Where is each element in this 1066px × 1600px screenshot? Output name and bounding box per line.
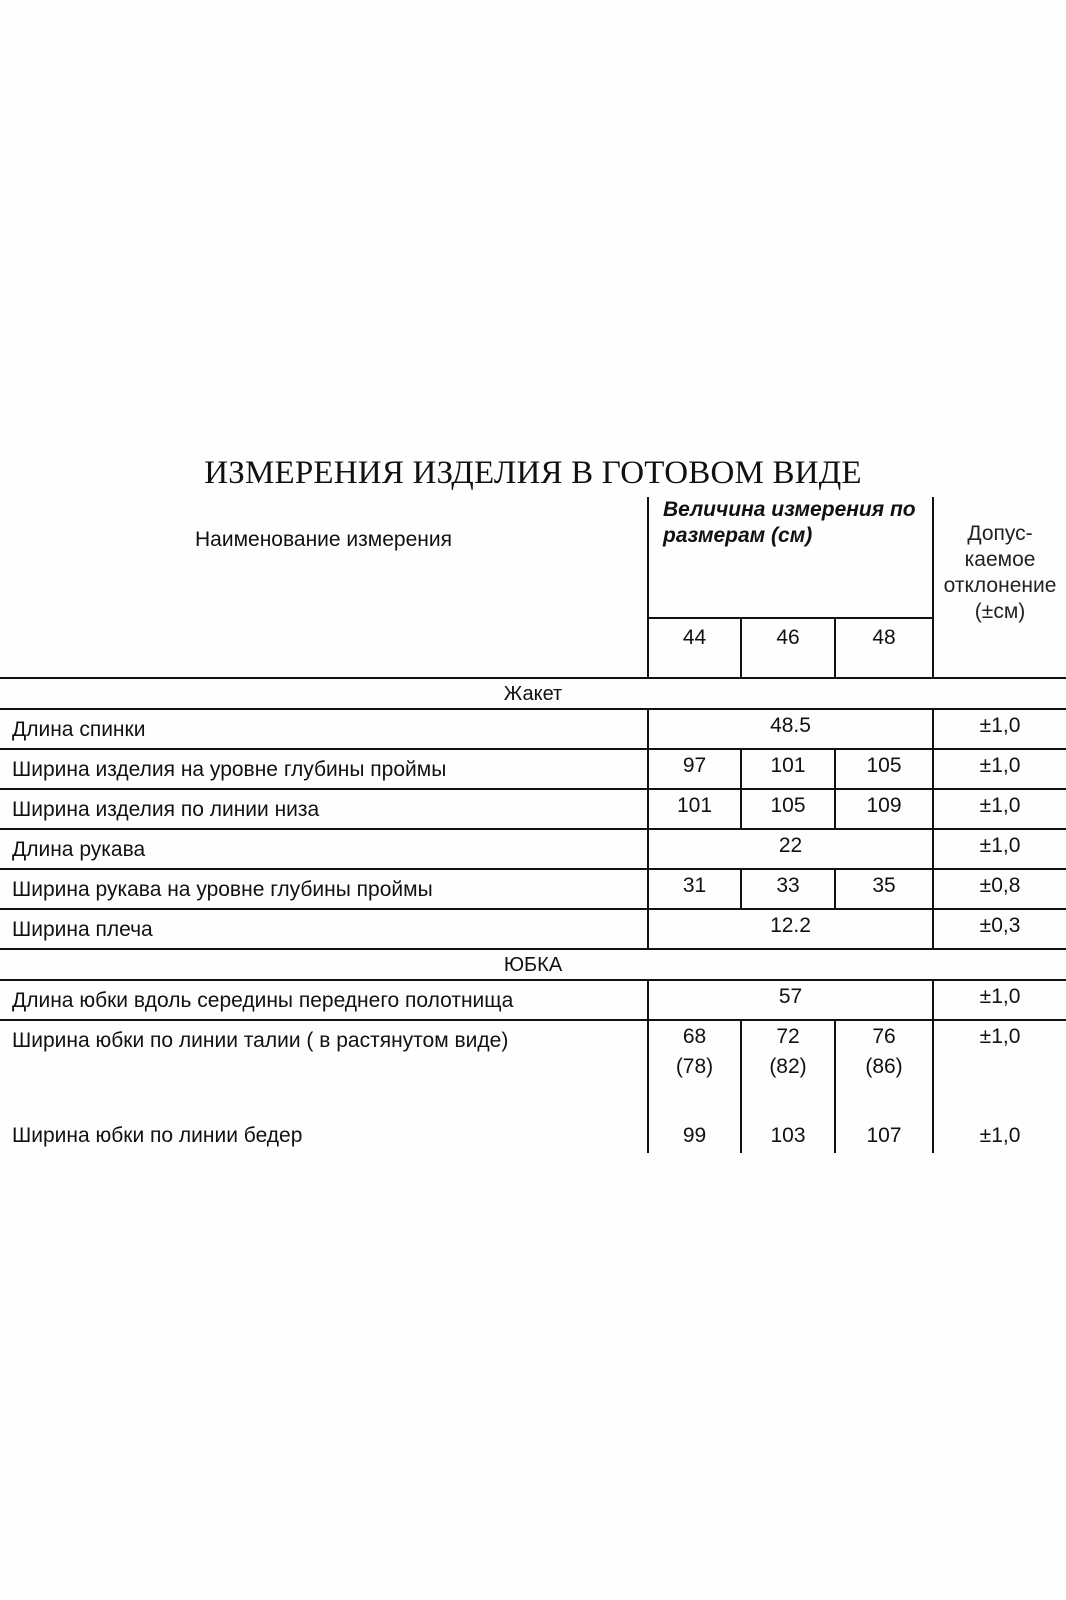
row-value-48 xyxy=(835,1020,933,1123)
row-value-48: 107 xyxy=(835,1123,933,1153)
row-tolerance: ±1,0 xyxy=(979,1025,1021,1048)
value-stretched: (86) xyxy=(865,1055,903,1078)
row-tolerance: ±0,8 xyxy=(933,869,1066,909)
header-tolerance-line: каемое xyxy=(964,548,1036,571)
measurements-table xyxy=(0,497,1066,1153)
header-sizes-title: Величина измерения по размерам (см) xyxy=(648,497,933,618)
table-row xyxy=(0,789,1066,829)
row-tolerance: ±1,0 xyxy=(979,1124,1021,1147)
row-value-44: 31 xyxy=(648,869,741,909)
row-value-46: 103 xyxy=(741,1123,835,1153)
row-value-44: 101 xyxy=(648,789,741,829)
value-stretched: (78) xyxy=(675,1055,714,1078)
section-row xyxy=(0,949,1066,980)
table-row xyxy=(0,1123,1066,1153)
row-value-merged: 57 xyxy=(648,980,933,1020)
table-row xyxy=(0,709,1066,749)
table-row xyxy=(0,980,1066,1020)
row-name: Ширина плеча xyxy=(0,909,648,949)
row-value-46 xyxy=(741,1020,835,1123)
table-row xyxy=(0,1020,1066,1123)
table-row xyxy=(0,829,1066,869)
row-value-48: 35 xyxy=(835,869,933,909)
header-name-column: Наименование измерения xyxy=(0,497,648,678)
row-value-44: 97 xyxy=(648,749,741,789)
row-tolerance: ±1,0 xyxy=(933,749,1066,789)
size-48-header: 48 xyxy=(835,618,933,678)
row-value-46: 105 xyxy=(741,789,835,829)
value-primary: 72 xyxy=(776,1025,800,1048)
table-header-row xyxy=(0,497,1066,618)
row-name: Ширина изделия по линии низа xyxy=(0,789,648,829)
header-tolerance-line: отклонение xyxy=(943,574,1057,597)
row-value-44: 99 xyxy=(648,1123,741,1153)
row-value-merged: 22 xyxy=(648,829,933,869)
row-value-48: 109 xyxy=(835,789,933,829)
table-row xyxy=(0,909,1066,949)
row-tolerance: ±1,0 xyxy=(933,980,1066,1020)
row-name: Ширина рукава на уровне глубины проймы xyxy=(0,869,648,909)
header-tolerance xyxy=(933,497,1066,678)
table-row xyxy=(0,869,1066,909)
row-value-merged: 48.5 xyxy=(648,709,933,749)
row-name: Ширина юбки по линии талии ( в растянутом виде) xyxy=(0,1020,648,1123)
row-value-48: 105 xyxy=(835,749,933,789)
header-tolerance-line: Допус- xyxy=(967,522,1033,545)
row-tolerance: ±1,0 xyxy=(933,789,1066,829)
row-tolerance: ±1,0 xyxy=(933,709,1066,749)
table-row xyxy=(0,749,1066,789)
size-46-header: 46 xyxy=(741,618,835,678)
row-name: Длина юбки вдоль середины переднего полотнища xyxy=(0,980,648,1020)
value-primary: 76 xyxy=(872,1025,896,1048)
row-name: Ширина изделия на уровне глубины проймы xyxy=(0,749,648,789)
document-title: ИЗМЕРЕНИЯ ИЗДЕЛИЯ В ГОТОВОМ ВИДЕ xyxy=(204,455,862,491)
section-label: ЮБКА xyxy=(0,949,1066,980)
header-tolerance-line: (±см) xyxy=(974,600,1026,623)
row-tolerance: ±1,0 xyxy=(933,829,1066,869)
size-44-header: 44 xyxy=(648,618,741,678)
section-row xyxy=(0,678,1066,709)
row-value-merged: 12.2 xyxy=(648,909,933,949)
value-stretched: (82) xyxy=(769,1055,807,1078)
row-value-44 xyxy=(648,1020,741,1123)
value-primary: 68 xyxy=(682,1025,707,1048)
row-name: Длина рукава xyxy=(0,829,648,869)
row-value-46: 101 xyxy=(741,749,835,789)
row-name: Ширина юбки по линии бедер xyxy=(0,1123,648,1153)
row-value-46: 33 xyxy=(741,869,835,909)
section-label: Жакет xyxy=(0,678,1066,709)
row-name: Длина спинки xyxy=(0,709,648,749)
row-tolerance: ±0,3 xyxy=(933,909,1066,949)
